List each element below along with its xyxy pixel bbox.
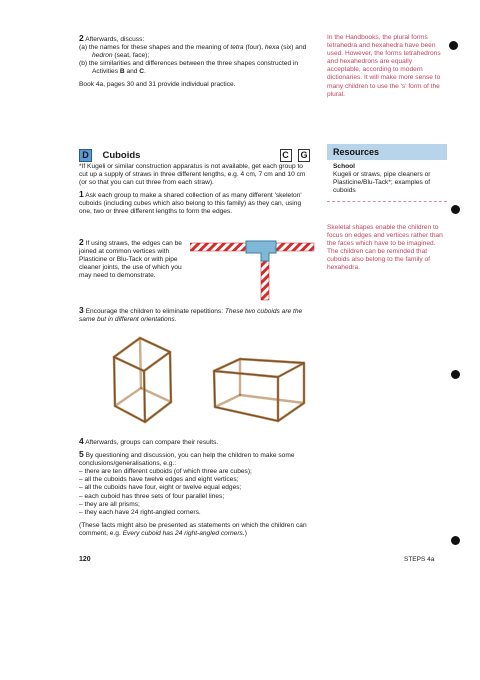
item-number: 2 xyxy=(79,33,84,43)
text-b: the similarities and differences between the three shapes constructed in Activities xyxy=(88,60,299,76)
item-number: 4 xyxy=(79,436,84,446)
cuboid-upright xyxy=(110,332,182,427)
paragraph-2-block xyxy=(79,238,189,280)
book-title: STEPS 4a xyxy=(404,556,435,563)
book-reference: Book 4a, pages 30 and 31 provide individual practice. xyxy=(79,81,236,89)
item-number: 2 xyxy=(79,237,84,247)
item-number: 3 xyxy=(79,305,84,315)
tag-c: C xyxy=(280,149,292,162)
text-a4: (seat, face); xyxy=(112,52,150,60)
punch-hole xyxy=(451,205,460,214)
page-number: 120 xyxy=(79,556,91,563)
punch-hole xyxy=(451,370,460,379)
closing-text: (These facts might also be presented as statements on which the children can comment, e.g. xyxy=(79,521,307,537)
activity-c: C xyxy=(139,68,145,76)
text-b-end: . xyxy=(144,68,146,76)
activity-b: B xyxy=(119,68,125,76)
closing-end: ) xyxy=(244,529,247,537)
item-number: 1 xyxy=(79,189,84,200)
paragraph-3-block xyxy=(79,306,310,324)
straw-left xyxy=(190,243,250,251)
bullet-item: – they each have 24 right-angled corners. xyxy=(79,508,201,516)
label-a: (a) xyxy=(79,44,88,52)
bullet-item: – each cuboid has three sets of four parallel lines; xyxy=(79,492,225,500)
text-a3: (six) and xyxy=(279,44,307,52)
item-2-intro: Afterwards, discuss: xyxy=(85,36,145,43)
resources-school: School xyxy=(333,163,355,170)
divider xyxy=(327,201,447,202)
paragraph-1: Ask each group to make a shared collection of as many different 'skeleton' cuboids (including cubes which also belong to this family) as they can, using one, two or three different lengths to form the edges. xyxy=(79,192,302,216)
paragraph-2: If using straws, the edges can be joined at common vertices with Plasticine or Blu-Tack or with pipe cleaner joints, the use of which you may need to demonstrate. xyxy=(79,240,182,280)
star-note: *If Kugeli or similar construction apparatus is not available, get each group to cut up a supply of straws in three different lengths, e.g. 4 cm, 7 cm and 10 cm (or so that you can cut three from each straw). xyxy=(79,163,306,187)
bullet-item: – all the cuboids have twelve edges and eight vertices; xyxy=(79,476,239,484)
paragraph-4-5-block xyxy=(79,437,319,538)
straw-down xyxy=(261,255,269,300)
bullet-item: – they are all prisms; xyxy=(79,500,140,508)
bullet-item: – there are ten different cuboids (of which three are cubes); xyxy=(79,468,252,476)
text-a2: (four), xyxy=(243,44,264,52)
side-note-plurals: In the Handbooks, the plural forms tetrahedra and hexahedra have been used. However, the forms tetrahedrons and hexahedrons are equally acceptable, according to modern dictionaries. It will make more sense to many children to use the 's' form of the plural. xyxy=(327,34,441,98)
word-hedron: hedron xyxy=(92,52,113,60)
pipe-cleaner-joint xyxy=(246,241,276,261)
straw-right xyxy=(274,243,314,251)
paragraph-3: Encourage the children to eliminate repetitions: xyxy=(85,308,225,315)
tag-g: G xyxy=(298,149,310,162)
paragraph-3-italic: These two cuboids are the same but in different orientations. xyxy=(79,308,303,324)
resources-title: Resources xyxy=(327,144,447,160)
straw-joint-illustration xyxy=(190,233,315,303)
section-title: Cuboids xyxy=(102,150,141,161)
paragraph-4: Afterwards, groups can compare their results. xyxy=(85,439,219,446)
text-b-and: and xyxy=(124,68,140,76)
word-tetra: tetra xyxy=(230,44,244,52)
item-2-block xyxy=(79,34,310,90)
bullet-item: – all the cuboids have four, eight or twelve equal edges; xyxy=(79,484,242,492)
item-number: 5 xyxy=(79,449,84,460)
punch-hole xyxy=(449,41,458,50)
closing-italic: Every cuboid has 24 right-angled corners. xyxy=(122,529,245,537)
section-d-body xyxy=(79,163,310,217)
resources-items: Kugeli or straws, pipe cleaners or Plasticine/Blu-Tack*; examples of cuboids xyxy=(333,171,431,195)
section-d-heading xyxy=(79,145,310,161)
text-a: the names for these shapes and the meaning of xyxy=(88,44,231,52)
label-b: (b) xyxy=(79,60,88,68)
section-letter: D xyxy=(79,149,92,162)
side-note-skeletal: Skeletal shapes enable the children to focus on edges and vertices rather than the faces which have to be imagined. The children can be reminded that cuboids also belong to the family of hexahedra. xyxy=(327,224,443,272)
word-hexa: hexa xyxy=(264,44,280,52)
punch-hole xyxy=(451,536,460,545)
cuboid-lying xyxy=(210,355,308,425)
paragraph-5: By questioning and discussion, you can help the children to make some conclusions/generalisations, e.g.: xyxy=(79,452,295,468)
resources-panel xyxy=(327,144,447,202)
